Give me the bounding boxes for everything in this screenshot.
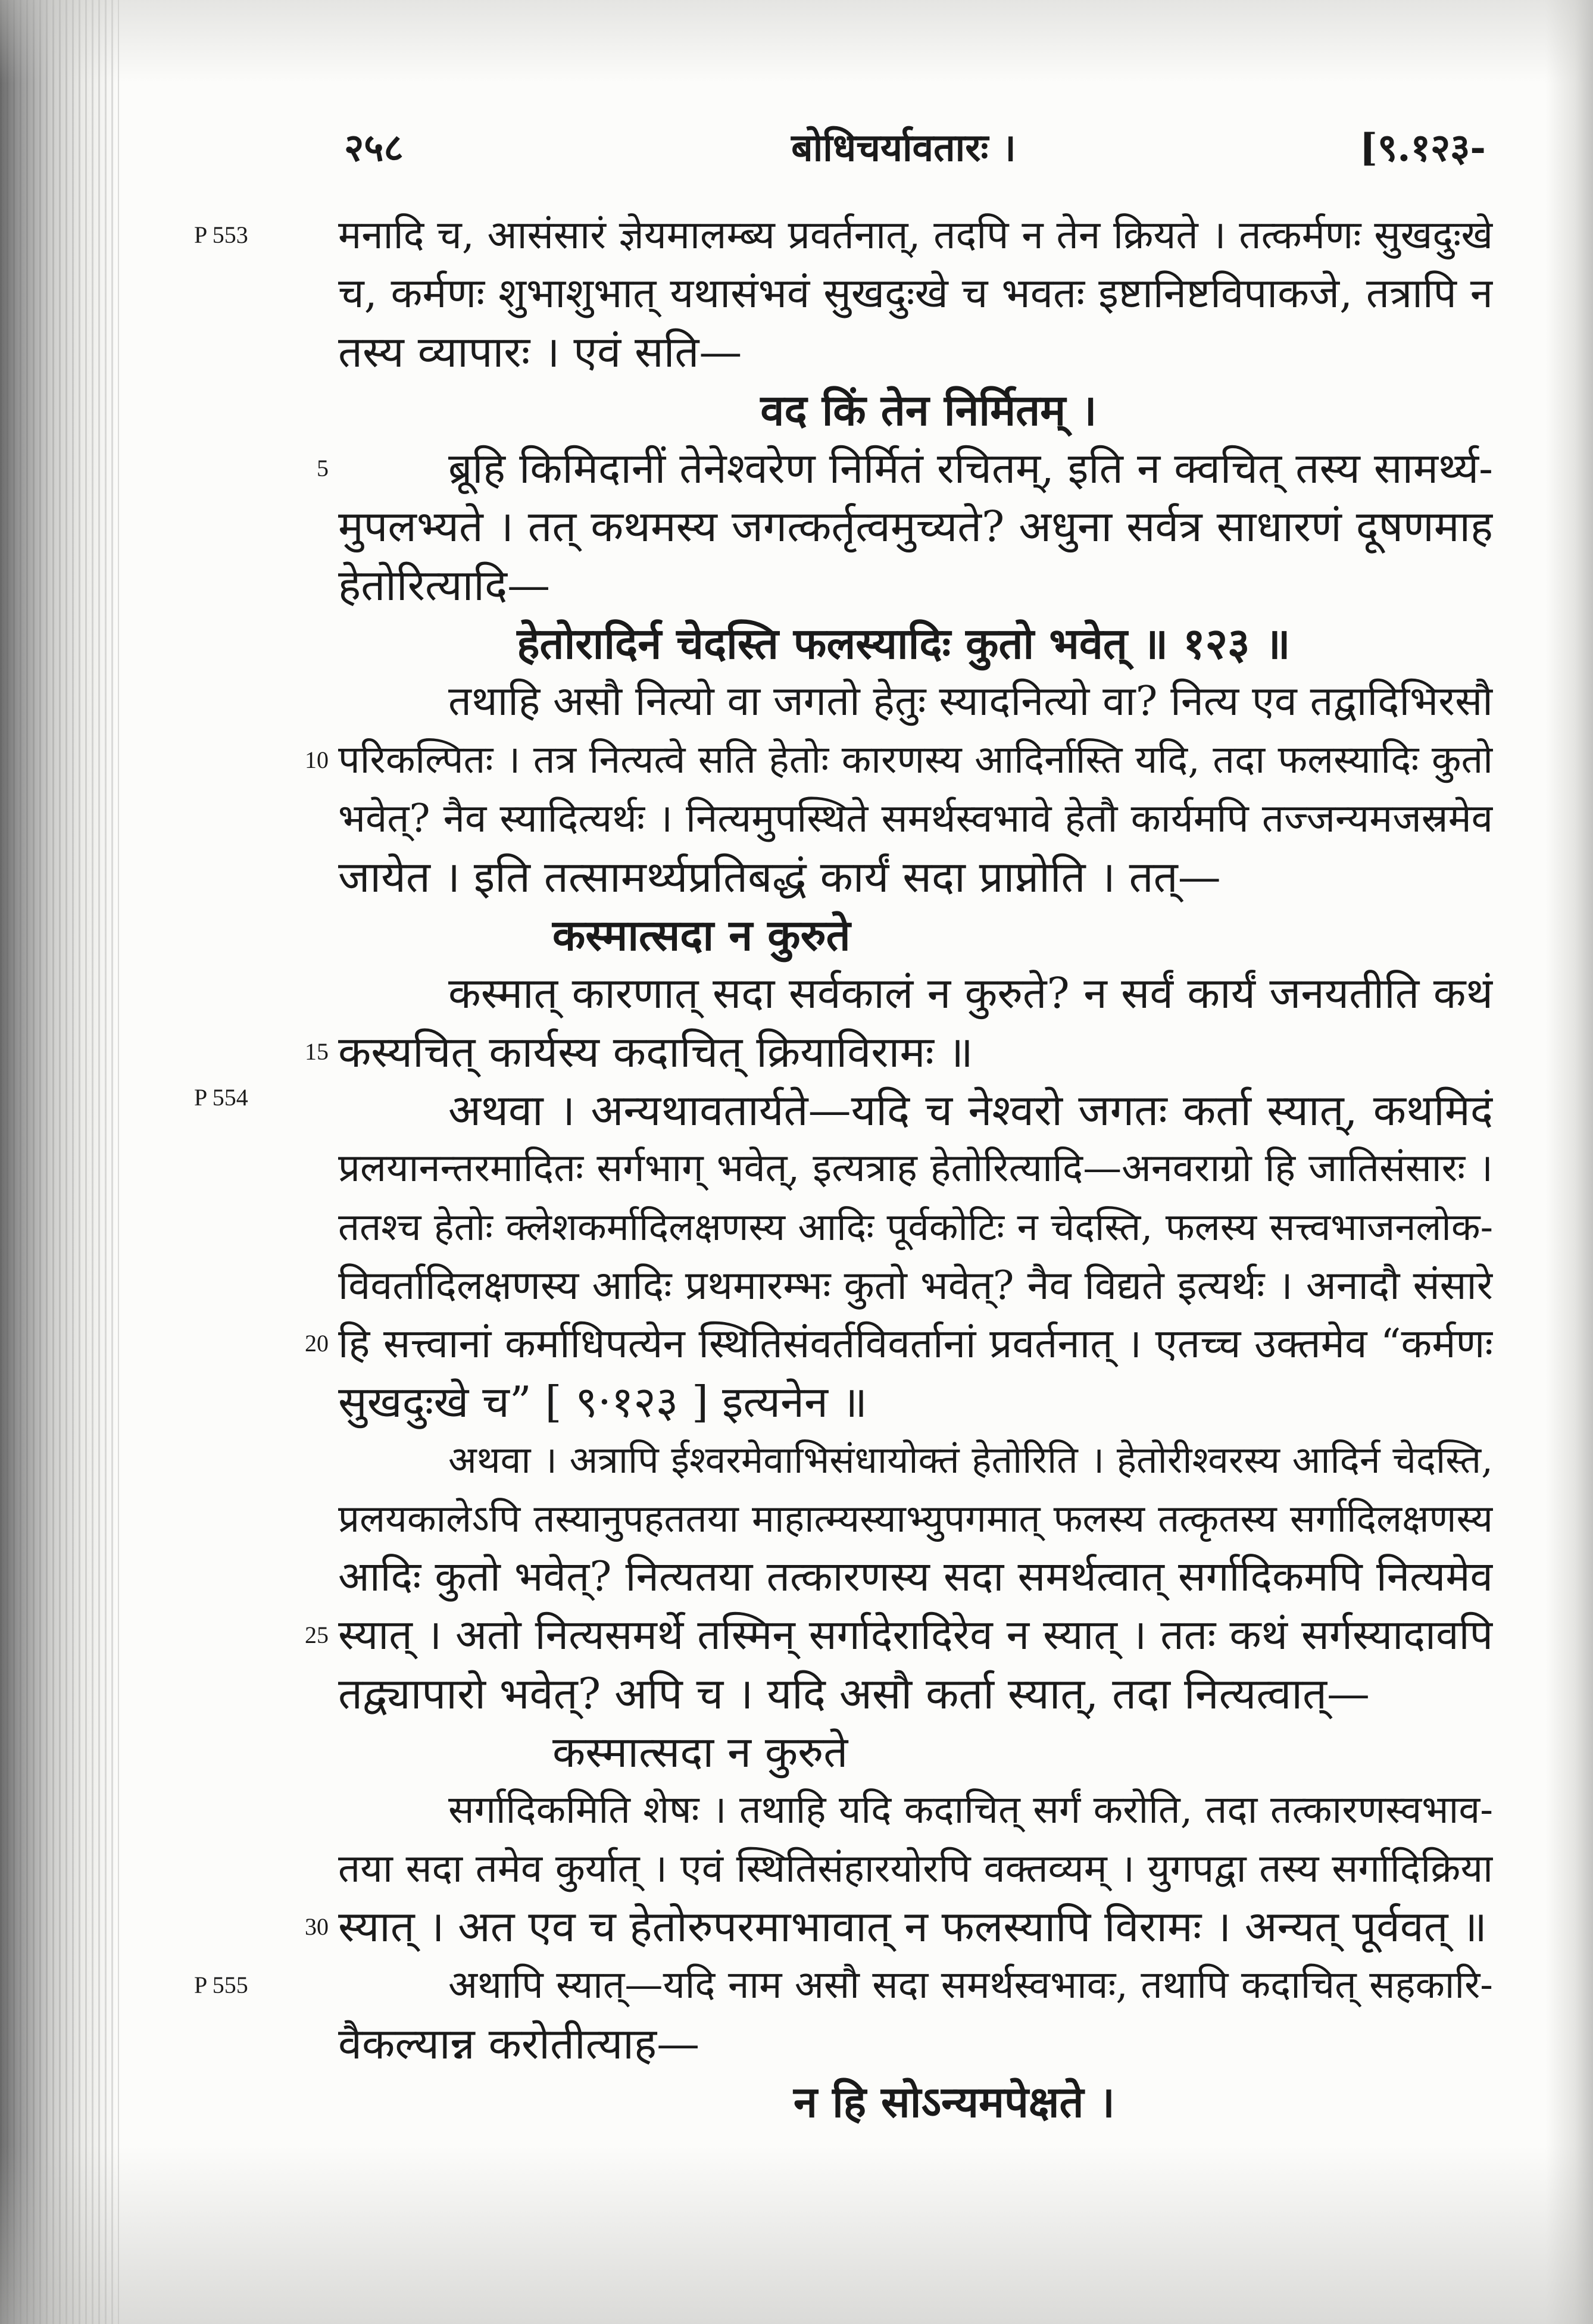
scan-edge-shadow-right bbox=[1545, 0, 1593, 2324]
commentary-line: कस्मात् कारणात् सदा सर्वकालं न कुरुते? न सर्वं कार्यं जनयतीति कथं bbox=[448, 969, 1493, 1018]
commentary-line: तया सदा तमेव कुर्यात् । एवं स्थितिसंहारयोरपि वक्तव्यम् । युगपद्वा तस्य सर्गादिक्रिया bbox=[338, 1846, 1493, 1891]
line-number: 30 bbox=[305, 1913, 329, 1940]
commentary-line: मनादि च, आसंसारं ज्ञेयमालम्ब्य प्रवर्तनात्, तदपि न तेन क्रियते । तत्कर्मणः सुखदुःखे bbox=[338, 213, 1493, 258]
commentary-line: प्रलयानन्तरमादितः सर्गभाग् भवेत्, इत्यत्राह हेतोरित्यादि—अनवराग्रो हि जातिसंसारः । bbox=[338, 1146, 1493, 1191]
commentary-line: अथवा । अन्यथावतार्यते—यदि च नेश्वरो जगतः कर्ता स्यात्, कथमिदं bbox=[448, 1085, 1493, 1135]
running-page-number: २५८ bbox=[344, 126, 404, 170]
commentary-line: आदिः कुतो भवेत्? नित्यतया तत्कारणस्य सदा समर्थत्वात् सर्गादिकमपि नित्यमेव bbox=[338, 1553, 1493, 1601]
running-title: बोधिचर्यावतारः । bbox=[791, 126, 1016, 170]
commentary-line: मुपलभ्यते । तत् कथमस्य जगत्कर्तृत्वमुच्यते? अधुना सर्वत्र साधारणं दूषणमाह bbox=[338, 502, 1493, 551]
verse-line: कस्मात्सदा न कुरुते bbox=[552, 910, 851, 960]
commentary-line: तद्व्यापारो भवेत्? अपि च । यदि असौ कर्ता स्यात्, तदा नित्यत्वात्— bbox=[338, 1669, 1370, 1719]
commentary-text-block bbox=[338, 206, 1493, 2131]
scan-edge-shadow-bottom bbox=[0, 2145, 1593, 2324]
commentary-line: सुखदुःखे च” [ ९·१२३ ] इत्यनेन ॥ bbox=[338, 1377, 867, 1427]
commentary-line: भवेत्? नैव स्यादित्यर्थः । नित्यमुपस्थिते समर्थस्वभावे हेतौ कार्यमपि तज्जन्यमजस्रमेव bbox=[338, 796, 1493, 841]
margin-page-reference: P 553 bbox=[194, 221, 248, 248]
verse-line: कस्मात्सदा न कुरुते bbox=[552, 1727, 848, 1777]
commentary-line: तथाहि असौ नित्यो वा जगतो हेतुः स्यादनित्यो वा? नित्य एव तद्वादिभिरसौ bbox=[448, 678, 1493, 725]
commentary-line: विवर्तादिलक्षणस्य आदिः प्रथमारम्भः कुतो भवेत्? नैव विद्यते इत्यर्थः । अनादौ संसारे bbox=[338, 1262, 1493, 1308]
scan-edge-shadow-top bbox=[0, 0, 1593, 83]
commentary-line: प्रलयकालेऽपि तस्यानुपहततया माहात्म्यस्याभ्युपगमात् फलस्य तत्कृतस्य सर्गादिलक्षणस्य bbox=[338, 1497, 1493, 1541]
verse-line: हेतोरादिर्न चेदस्ति फलस्यादिः कुतो भवेत् ॥ १२३ ॥ bbox=[517, 618, 1291, 669]
margin-page-reference: P 554 bbox=[194, 1084, 248, 1111]
commentary-line: स्यात् । अतो नित्यसमर्थे तस्मिन् सर्गादेरादिरेव न स्यात् । ततः कथं सर्गस्यादावपि bbox=[338, 1611, 1493, 1659]
running-header bbox=[0, 119, 1593, 177]
line-number: 5 bbox=[317, 455, 329, 482]
line-number: 25 bbox=[305, 1622, 329, 1648]
commentary-line: अथापि स्यात्—यदि नाम असौ सदा समर्थस्वभावः, तथापि कदाचित् सहकारि- bbox=[448, 1963, 1493, 2007]
line-number: 20 bbox=[305, 1330, 329, 1357]
commentary-line: च, कर्मणः शुभाशुभात् यथासंभवं सुखदुःखे च भवतः इष्टानिष्टविपाकजे, तत्रापि न bbox=[338, 270, 1493, 317]
commentary-line: हेतोरित्यादि— bbox=[338, 560, 551, 610]
scan-edge-shadow-left bbox=[0, 0, 119, 2324]
commentary-line: तस्य व्यापारः । एवं सति— bbox=[338, 327, 742, 377]
commentary-line: वैकल्यान्न करोतीत्याह— bbox=[338, 2019, 700, 2069]
margin-page-reference: P 555 bbox=[194, 1972, 248, 1998]
verse-line: वद किं तेन निर्मितम् । bbox=[760, 385, 1097, 435]
commentary-line: अथवा । अत्रापि ईश्वरमेवाभिसंधायोक्तं हेतोरिति । हेतोरीश्वरस्य आदिर्न चेदस्ति, bbox=[448, 1438, 1493, 1482]
verse-range-header: [९.१२३- bbox=[1359, 126, 1486, 170]
commentary-line: सर्गादिकमिति शेषः । तथाहि यदि कदाचित् सर्गं करोति, तदा तत्कारणस्वभाव- bbox=[448, 1788, 1493, 1832]
commentary-line: स्यात् । अत एव च हेतोरुपरमाभावात् न फलस्यापि विरामः । अन्यत् पूर्ववत् ॥ bbox=[338, 1902, 1488, 1951]
commentary-line: हि सत्त्वानां कर्माधिपत्येन स्थितिसंवर्तविवर्तानां प्रवर्तनात् । एतच्च उक्तमेव “कर्मणः bbox=[338, 1320, 1493, 1367]
commentary-line: ततश्च हेतोः क्लेशकर्मादिलक्षणस्य आदिः पूर्वकोटिः न चेदस्ति, फलस्य सत्त्वभाजनलोक- bbox=[338, 1205, 1493, 1249]
commentary-line: कस्यचित् कार्यस्य कदाचित् क्रियाविरामः ॥ bbox=[338, 1027, 973, 1077]
commentary-line: परिकल्पितः । तत्र नित्यत्वे सति हेतोः कारणस्य आदिर्नास्ति यदि, तदा फलस्यादिः कुतो bbox=[338, 738, 1493, 782]
line-number: 10 bbox=[305, 746, 329, 773]
verse-line: न हि सोऽन्यमपेक्षते । bbox=[794, 2076, 1115, 2127]
commentary-line: ब्रूहि किमिदानीं तेनेश्वरेण निर्मितं रचितम्, इति न क्वचित् तस्य सामर्थ्य- bbox=[448, 444, 1493, 493]
line-number: 15 bbox=[305, 1038, 329, 1065]
commentary-line: जायेत । इति तत्सामर्थ्यप्रतिबद्धं कार्यं सदा प्राप्नोति । तत्— bbox=[338, 852, 1221, 902]
